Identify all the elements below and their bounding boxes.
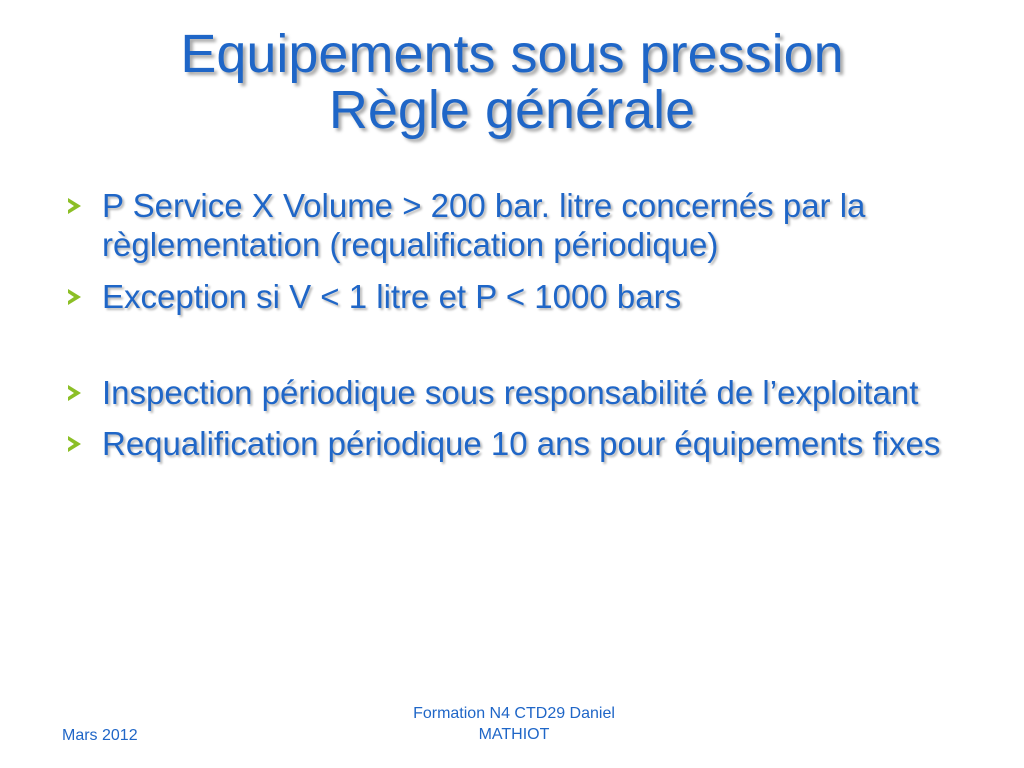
slide-title-line-2: Règle générale <box>328 80 696 140</box>
bullet-text: Inspection périodique sous responsabilité de l’exploitant <box>102 374 919 411</box>
bullet-item <box>66 186 966 264</box>
bullet-text: Exception si V < 1 litre et P < 1000 bars <box>102 278 682 315</box>
footer-author-line-1: Formation N4 CTD29 Daniel <box>413 705 615 722</box>
arrow-bullet-icon <box>68 289 81 305</box>
arrow-bullet-icon <box>68 436 81 452</box>
bullet-text: Requalification périodique 10 ans pour équipements fixes <box>102 425 941 462</box>
bullet-text: P Service X Volume > 200 bar. litre concernés par la règlementation (requalification périodique) <box>102 187 866 263</box>
bullet-list <box>66 186 966 463</box>
bullet-item <box>66 277 966 316</box>
footer-date: Mars 2012 <box>62 727 138 744</box>
bullet-item <box>66 373 966 412</box>
footer-author <box>350 703 678 745</box>
slide-title <box>0 26 1024 138</box>
arrow-bullet-icon <box>68 385 81 401</box>
footer-author-line-2: MATHIOT <box>478 726 550 743</box>
slide-title-line-1: Equipements sous pression <box>180 24 844 84</box>
arrow-bullet-icon <box>68 198 81 214</box>
bullet-item <box>66 424 966 463</box>
